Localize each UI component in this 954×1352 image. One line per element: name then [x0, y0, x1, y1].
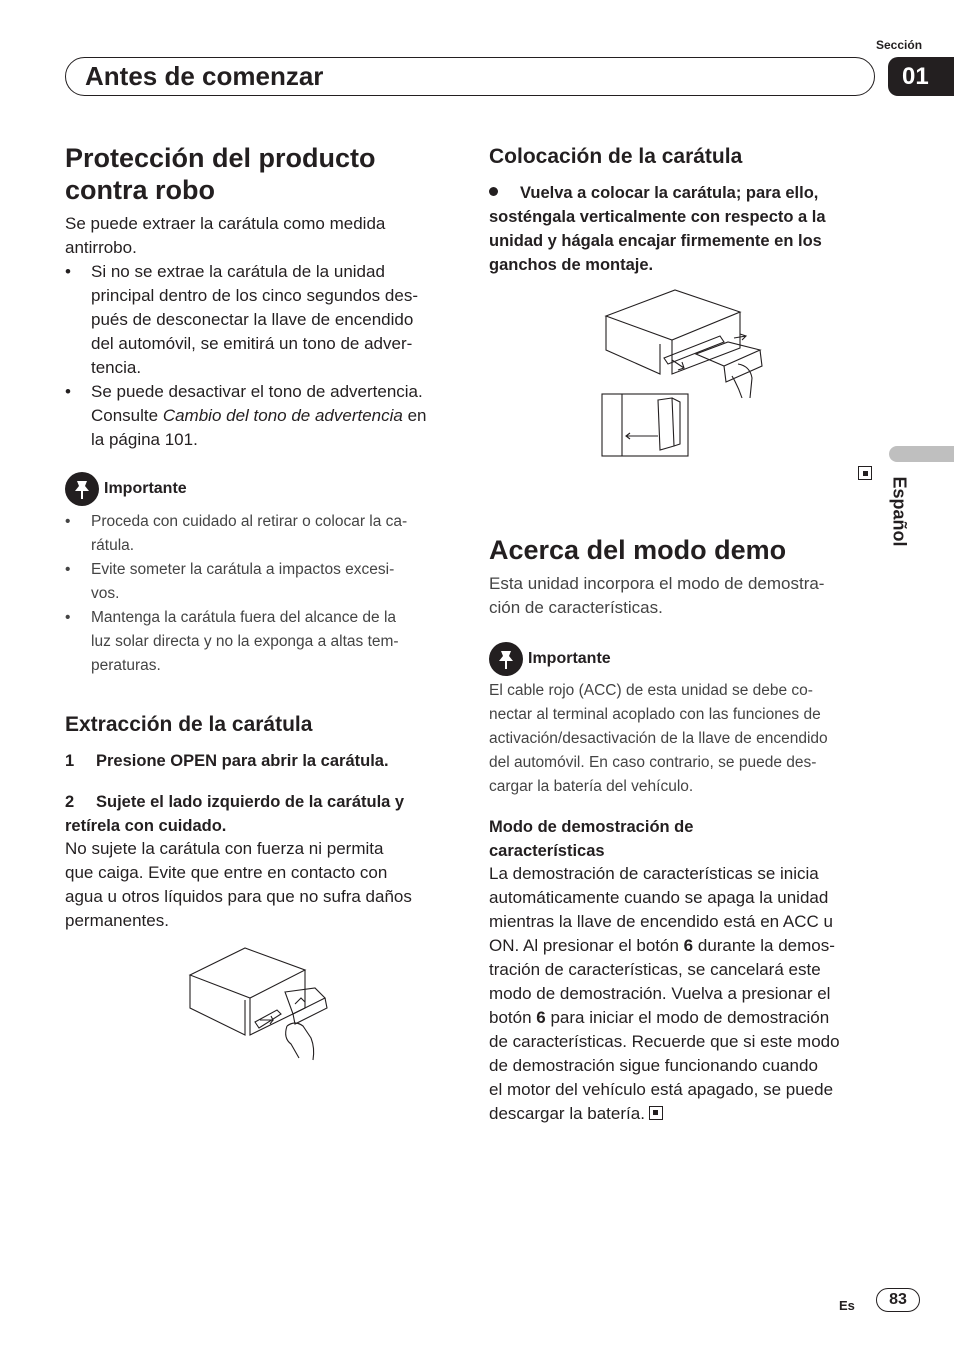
language-tab-marker: [889, 446, 954, 462]
text-line: [65, 790, 460, 814]
text-line: • Proceda con cuidado al retirar o colocar la ca-: [91, 513, 408, 530]
text-line: antirrobo.: [65, 238, 137, 257]
text-line: No sujete la carátula con fuerza ni permita: [65, 839, 384, 858]
placement-instruction: [489, 181, 884, 277]
text-line: automáticamente cuando se apaga la unidad: [489, 888, 829, 907]
important-label: Importante: [528, 650, 611, 667]
bullet-dot-icon: [489, 187, 498, 196]
button-reference: 6: [536, 1008, 546, 1027]
text-line: sosténgala verticalmente con respecto a la: [489, 208, 826, 226]
button-reference: 6: [683, 936, 694, 955]
important-pin-icon: [489, 642, 523, 676]
list-item: [65, 380, 455, 452]
text-line: modo de demostración. Vuelva a presionar el: [489, 984, 831, 1003]
text-line: pués de desconectar la llave de encendido: [91, 310, 414, 329]
section-label: Sección: [876, 38, 923, 52]
text-line: ganchos de montaje.: [489, 256, 654, 274]
list-item: [65, 606, 455, 678]
text-line: • Si no se extrae la carátula de la unidad: [91, 262, 385, 281]
cross-reference-link[interactable]: Cambio del tono de advertencia: [162, 406, 403, 425]
important-pin-icon: [65, 472, 99, 506]
text-line: del automóvil, se emitirá un tono de adver-: [91, 334, 413, 353]
text-line: [489, 1006, 884, 1030]
text-span: botón: [489, 1008, 537, 1027]
text-line: Modo de demostración de: [489, 818, 694, 836]
step-1: [65, 749, 389, 773]
feature-demo-title: [489, 815, 693, 863]
list-item: [65, 260, 455, 380]
text-line: tencia.: [91, 358, 142, 377]
text-line: [489, 1102, 884, 1126]
text-line: cargar la batería del vehículo.: [489, 778, 694, 795]
text-line: agua u otros líquidos para que no sufra daños: [65, 887, 412, 906]
text-line: que caiga. Evite que entre en contacto con: [65, 863, 388, 882]
placement-title: Colocación de la carátula: [489, 145, 743, 168]
text-line: Se puede extraer la carátula como medida: [65, 214, 386, 233]
theft-bullet-list: [65, 260, 455, 452]
text-line: principal dentro de los cinco segundos des-: [91, 286, 418, 305]
text-line: el motor del vehículo está apagado, se puede: [489, 1080, 834, 1099]
text-line: • Mantenga la carátula fuera del alcance de la: [91, 609, 397, 626]
theft-protection-title: [65, 142, 376, 206]
text-line: ción de características.: [489, 598, 663, 617]
step-text: Sujete el lado izquierdo de la carátula y: [96, 793, 405, 811]
demo-intro: [489, 572, 884, 620]
text-line: nectar al terminal acoplado con las funciones de: [489, 706, 821, 723]
text-line: vos.: [91, 585, 120, 602]
faceplate-attach-illustration: [600, 286, 775, 458]
text-span: descargar la batería.: [489, 1104, 645, 1123]
text-line: retírela con cuidado.: [65, 817, 227, 835]
text-line: características: [489, 842, 605, 860]
important-note-header: [489, 642, 611, 676]
language-label: Español: [889, 475, 910, 547]
text-span: en: [402, 406, 427, 425]
page-language-code: Es: [839, 1298, 855, 1313]
text-line: peraturas.: [91, 657, 161, 674]
text-line: de características. Recuerde que si este modo: [489, 1032, 840, 1051]
text-line: permanentes.: [65, 911, 169, 930]
text-line: Esta unidad incorpora el modo de demostra-: [489, 574, 825, 593]
extraction-title: Extracción de la carátula: [65, 713, 313, 736]
title-line: Protección del producto: [65, 143, 376, 173]
section-title: Antes de comenzar: [85, 61, 324, 91]
section-number-badge: 01: [888, 57, 954, 96]
text-line: tración de características, se cancelará este: [489, 960, 821, 979]
text-line: • Evite someter la carátula a impactos excesi-: [91, 561, 395, 578]
text-line: El cable rojo (ACC) de esta unidad se debe co-: [489, 682, 813, 699]
text-span: Vuelva a colocar la carátula; para ello,: [520, 184, 819, 202]
language-tab: [876, 466, 922, 556]
page-number: 83: [876, 1288, 920, 1312]
end-mark-icon: [649, 1106, 663, 1120]
step-number: 2: [65, 793, 75, 811]
step-number: 1: [65, 752, 75, 770]
text-span: para iniciar el modo de demostración: [545, 1008, 830, 1027]
important-text: [489, 679, 884, 799]
text-line: [489, 181, 884, 205]
text-line: luz solar directa y no la exponga a altas tem-: [91, 633, 399, 650]
step-text: Presione OPEN para abrir la carátula.: [96, 752, 389, 770]
text-line: unidad y hágala encajar firmemente en los: [489, 232, 822, 250]
theft-protection-intro: [65, 212, 455, 452]
feature-demo-body: [489, 862, 884, 1126]
step-2: [65, 790, 460, 838]
text-line: de demostración sigue funcionando cuando: [489, 1056, 818, 1075]
text-line: mientras la llave de encendido está en ACC u: [489, 912, 833, 931]
end-mark-icon: [858, 466, 872, 480]
text-line: del automóvil. En caso contrario, se puede des-: [489, 754, 817, 771]
title-line: contra robo: [65, 175, 216, 205]
important-list: [65, 510, 455, 678]
text-span: ON. Al presionar el botón: [489, 936, 684, 955]
demo-mode-title: Acerca del modo demo: [489, 535, 787, 565]
text-span: durante la demos-: [693, 936, 835, 955]
text-line: La demostración de características se inicia: [489, 864, 819, 883]
list-item: [65, 558, 455, 606]
text-line: [91, 404, 455, 428]
important-label: Importante: [104, 480, 187, 497]
list-item: [65, 510, 455, 558]
text-line: • Se puede desactivar el tono de advertencia.: [91, 382, 423, 401]
step-2-body: [65, 837, 460, 933]
text-line: rátula.: [91, 537, 135, 554]
text-line: la página 101.: [91, 430, 198, 449]
important-note-header: [65, 472, 187, 506]
text-line: activación/desactivación de la llave de encendido: [489, 730, 828, 747]
text-span: Consulte: [91, 406, 163, 425]
text-line: [489, 934, 884, 958]
faceplate-removal-illustration: [185, 940, 330, 1065]
